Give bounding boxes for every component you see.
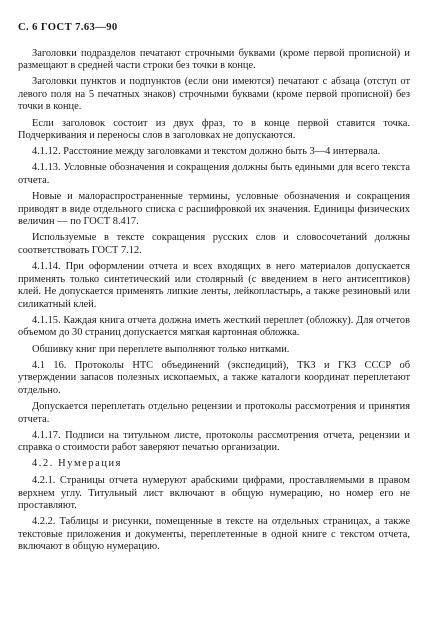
paragraph-4-1-14: 4.1.14. При оформлении отчета и всех входящих в него материалов допускается применять только синтетический или столярный (с введением в него антисептиков) клей. Не допускается применять липкие ленты, лейкопластырь, а также резиновый или силикатный клей. <box>18 261 410 310</box>
paragraph-4-1-17: 4.1.17. Подписи на титульном листе, протоколы рассмотрения отчета, рецензии и справка о стоимости работ заверяют печатью организации. <box>18 429 410 454</box>
document-page <box>18 22 410 622</box>
paragraph-4-2-2: 4.2.2. Таблицы и рисунки, помещенные в тексте на отдельных страницах, а также текстовые приложения и документы, переплетенные в одной книге с текстом отчета, включают в общую нумерацию. <box>18 516 410 553</box>
paragraph-4-1-16: 4.1 16. Протоколы НТС объединений (экспедиций), ТКЗ и ГКЗ СССР об утверждении запасов полезных ископаемых, а также каталоги координат переплетают отдельно. <box>18 359 410 396</box>
paragraph-new-terms: Новые и малораспространенные термины, условные обозначения и сокращения приводят в виде отдельного списка с расшифровкой их значения. Единицы физических величин — по ГОСТ 8.417. <box>18 191 410 228</box>
paragraph-4-2-1: 4.2.1. Страницы отчета нумеруют арабскими цифрами, проставляемыми в правом верхнем углу. Титульный лист включают в общую нумерацию, но номер его не проставляют. <box>18 474 410 512</box>
running-head: С. 6 ГОСТ 7.63—90 <box>18 22 118 33</box>
paragraph-4-1-15: 4.1.15. Каждая книга отчета должна иметь жесткий переплет (обложку). Для отчетов объемом до 30 страниц допускается мягкая картонная обложка. <box>18 314 410 339</box>
paragraph-4-1-12: 4.1.12. Расстояние между заголовками и текстом должно быть 3—4 интервала. <box>32 146 381 158</box>
paragraph-item-headings: Заголовки пунктов и подпунктов (если они имеются) печатают с абзаца (отступ от левого поля на 5 печатных знаков) строчными буквами (кроме первой прописной) без точки в конце. <box>18 76 410 113</box>
paragraph-separate-binding: Допускается переплетать отдельно рецензии и протоколы рассмотрения и принятия отчета. <box>18 400 410 425</box>
paragraph-two-phrase-headings: Если заголовок состоит из двух фраз, то в конце первой ставится точка. Подчеркивания и переносы слов в заголовках не допускаются. <box>18 117 410 142</box>
paragraph-abbreviations: Используемые в тексте сокращения русских слов и словосочетаний должны соответствовать ГОСТ 7.12. <box>18 232 410 256</box>
paragraph-subsection-headings: Заголовки подразделов печатают строчными буквами (кроме первой прописной) и размещают в средней части строки без точки в конце. <box>18 47 410 72</box>
section-title-numbering: 4.2. Нумерация <box>32 458 123 470</box>
paragraph-binding-threads: Обшивку книг при переплете выполняют только нитками. <box>32 343 290 355</box>
paragraph-4-1-13: 4.1.13. Условные обозначения и сокращения должны быть едиными для всего текста отчета. <box>18 162 410 186</box>
